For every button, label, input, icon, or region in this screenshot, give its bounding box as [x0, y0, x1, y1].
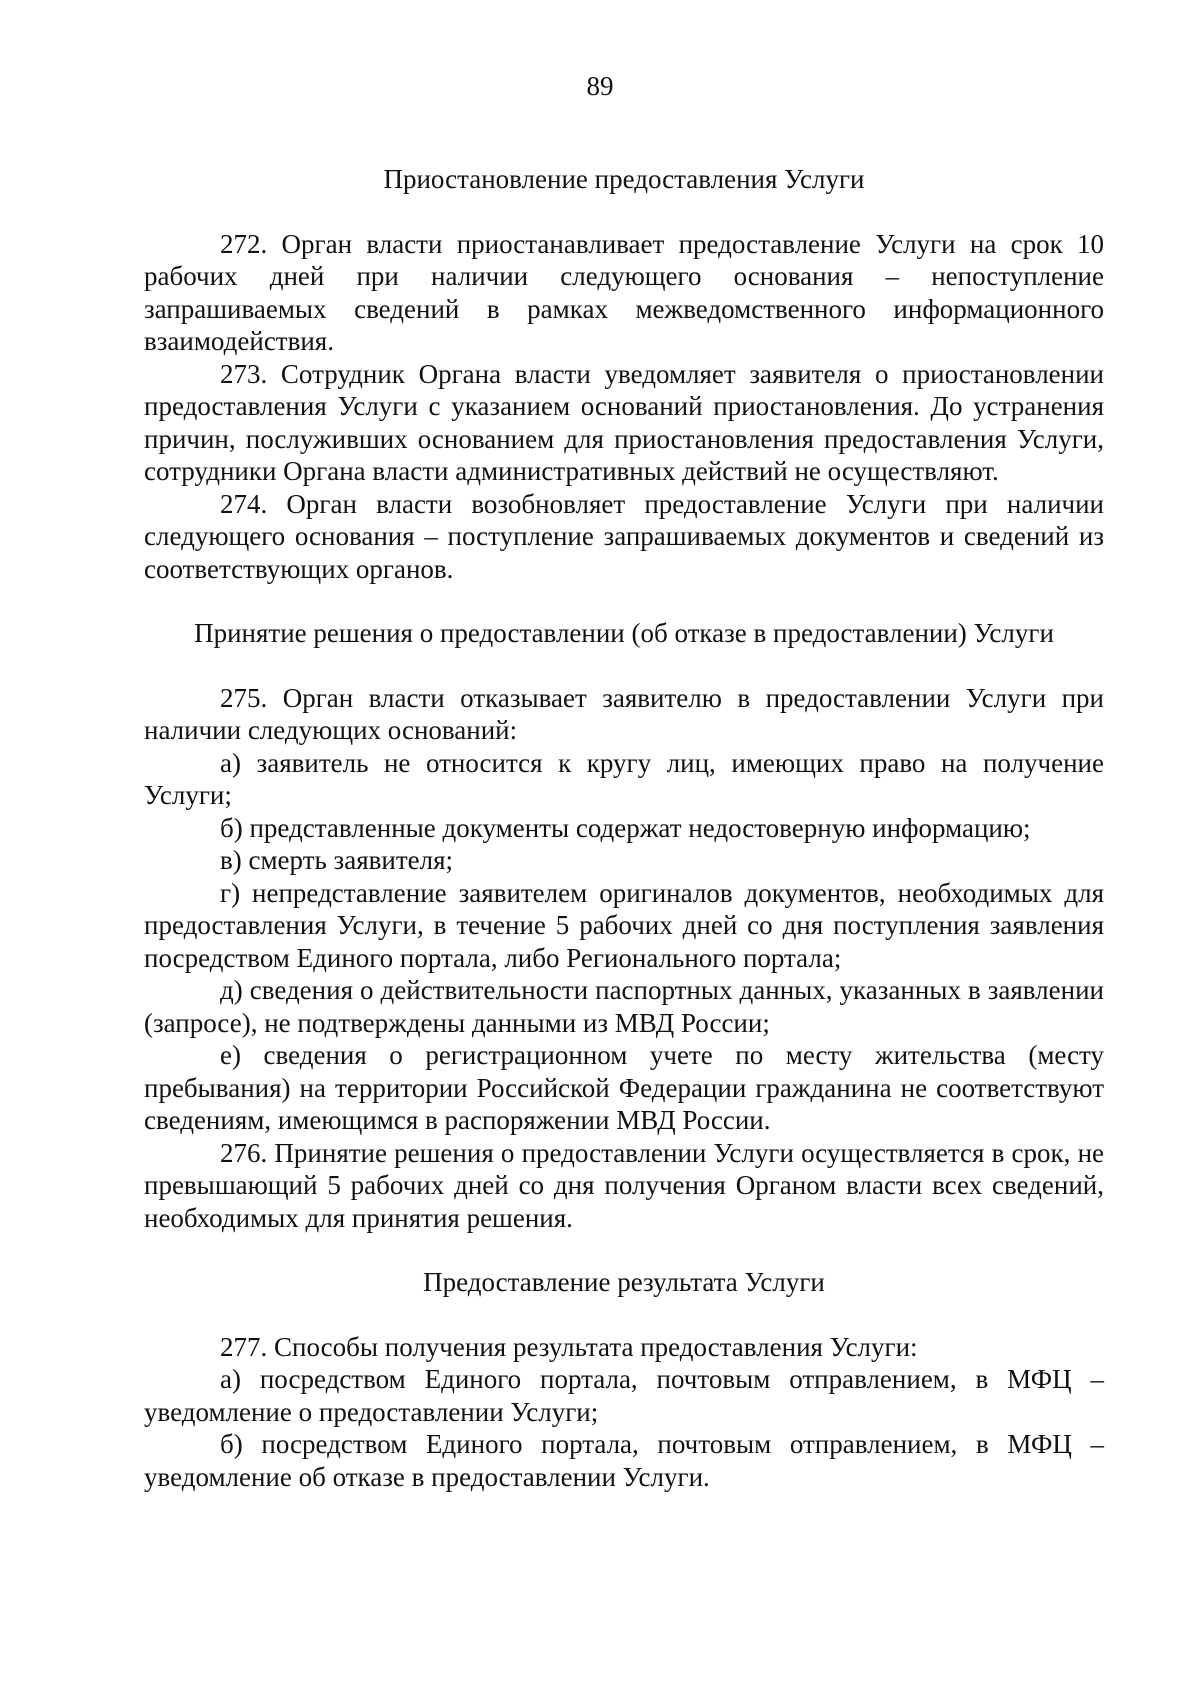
list-item-a: а) посредством Единого портала, почтовым отправлением, в МФЦ – уведомление о предоставлении Услуги;	[144, 1364, 1104, 1427]
list-item-a: а) заявитель не относится к кругу лиц, имеющих право на получение Услуги;	[144, 747, 1104, 810]
section-heading: Принятие решения о предоставлении (об отказе в предоставлении) Услуги	[194, 618, 1054, 648]
paragraph-276: 276. Принятие решения о предоставлении Услуги осуществляется в срок, не превышающий 5 рабочих дней со дня получения Органом власти всех сведений, необходимых для принятия решения.	[144, 1137, 1104, 1233]
list-item-g: г) непредставление заявителем оригиналов документов, необходимых для предоставления Услуги, в течение 5 рабочих дней со дня поступления заявления посредством Единого портала, либо Регионального портала;	[144, 877, 1104, 973]
list-item-b: б) представленные документы содержат недостоверную информацию;	[220, 812, 1031, 843]
list-item-e: е) сведения о регистрационном учете по месту жительства (месту пребывания) на территории Российской Федерации гражданина не соответствуют сведениям, имеющимся в распоряжении МВД России.	[144, 1040, 1104, 1135]
document-body	[144, 163, 1104, 1493]
paragraph-274: 274. Орган власти возобновляет предоставление Услуги при наличии следующего основания – поступление запрашиваемых документов и сведений из соответствующих органов.	[144, 488, 1104, 584]
page-number: 89	[586, 71, 614, 101]
section-heading: Предоставление результата Услуги	[423, 1267, 825, 1297]
list-item-v: в) смерть заявителя;	[220, 845, 453, 875]
list-item-d: д) сведения о действительности паспортных данных, указанных в заявлении (запросе), не подтверждены данными из МВД России;	[144, 975, 1104, 1038]
paragraph-272: 272. Орган власти приостанавливает предоставление Услуги на срок 10 рабочих дней при наличии следующего основания – непоступление запрашиваемых сведений в рамках межведомственного информационного взаимодействия.	[144, 228, 1104, 356]
paragraph-277: 277. Способы получения результата предоставления Услуги:	[220, 1331, 918, 1362]
paragraph-275: 275. Орган власти отказывает заявителю в предоставлении Услуги при наличии следующих оснований:	[144, 682, 1104, 745]
section-heading: Приостановление предоставления Услуги	[383, 164, 865, 194]
list-item-b: б) посредством Единого портала, почтовым отправлением, в МФЦ – уведомление об отказе в предоставлении Услуги.	[144, 1429, 1104, 1492]
paragraph-273: 273. Сотрудник Органа власти уведомляет заявителя о приостановлении предоставления Услуги с указанием оснований приостановления. До устранения причин, послуживших основанием для приостановления предоставления Услуги, сотрудники Органа власти административных действий не осуществляют.	[144, 358, 1104, 486]
